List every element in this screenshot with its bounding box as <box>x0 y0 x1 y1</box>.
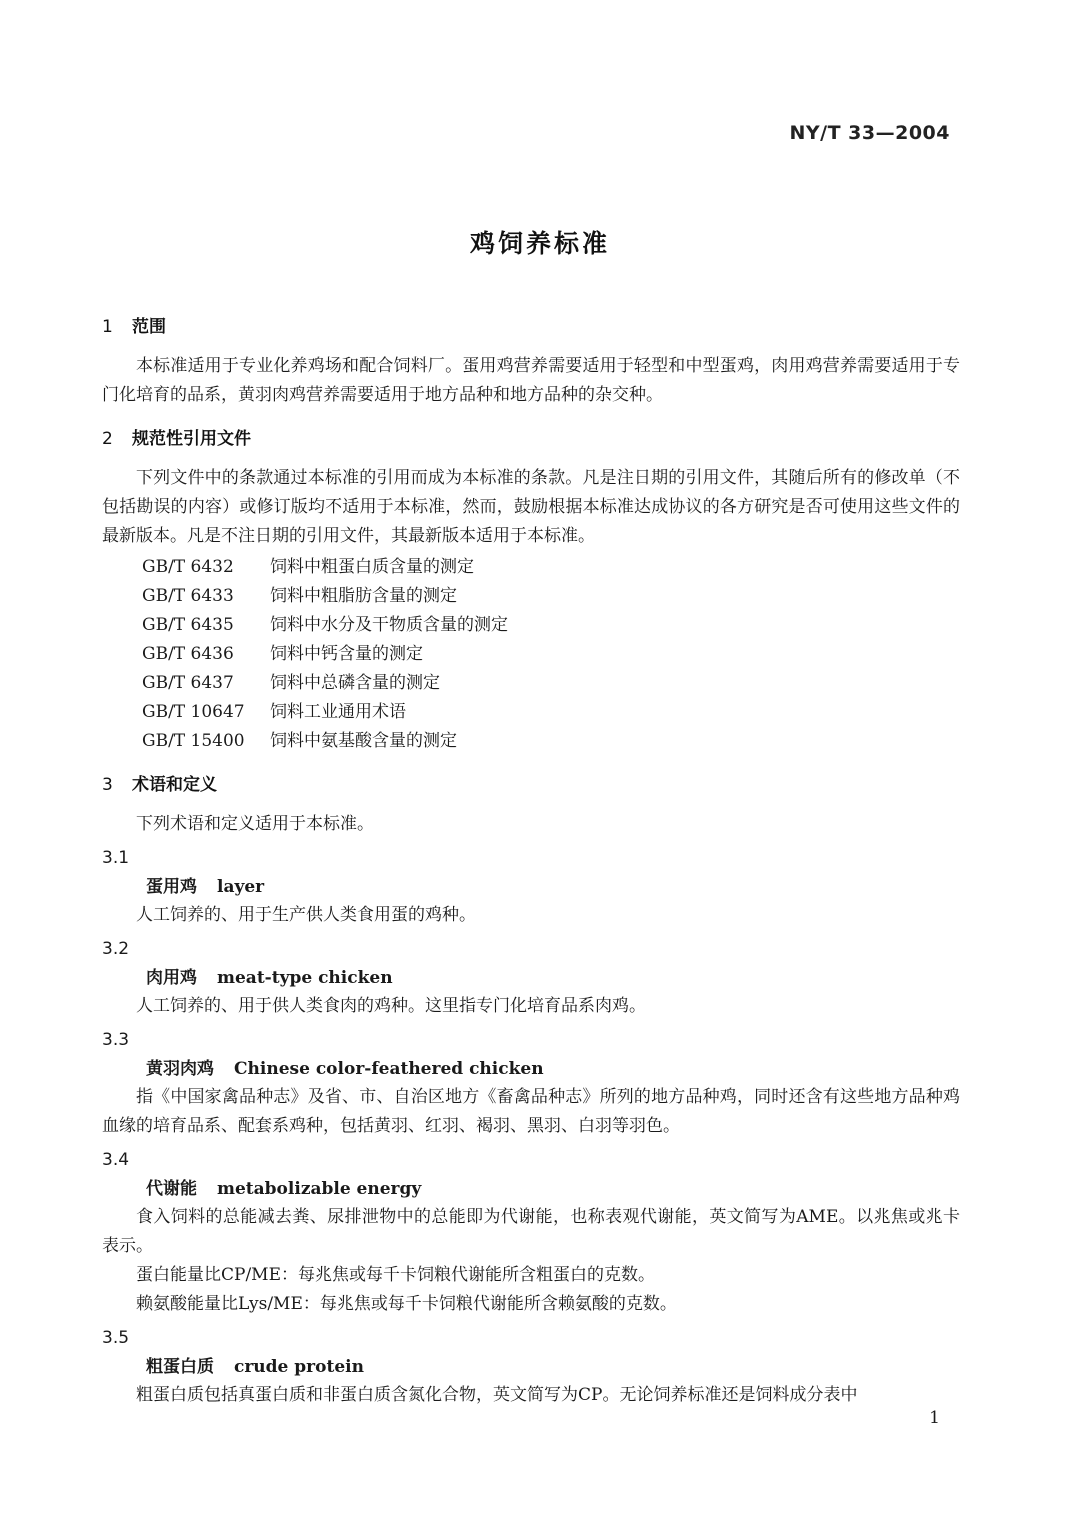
term-definition: 人工饲养的、用于供人类食肉的鸡种。这里指专门化培育品系肉鸡。 <box>136 996 646 1016</box>
term-heading <box>102 1353 960 1381</box>
reference-title: 饲料中氨基酸含量的测定 <box>270 731 457 751</box>
term-zh: 粗蛋白质 <box>146 1357 214 1377</box>
term-heading <box>102 873 960 901</box>
reference-title: 饲料中钙含量的测定 <box>270 644 423 664</box>
term-en: crude protein <box>234 1357 364 1377</box>
reference-item <box>102 640 960 669</box>
reference-title: 饲料中粗脂肪含量的测定 <box>270 586 457 606</box>
reference-code: GB/T 6435 <box>142 615 234 635</box>
term-en: meat-type chicken <box>217 968 393 988</box>
reference-code: GB/T 6432 <box>142 557 234 577</box>
page-number: 1 <box>929 1408 940 1428</box>
term-en: metabolizable energy <box>217 1179 422 1199</box>
reference-list <box>102 553 960 756</box>
document-title: 鸡饲养标准 <box>469 229 610 258</box>
term-definition-lys-me: 赖氨酸能量比Lys/ME：每兆焦或每千卡饲粮代谢能所含赖氨酸的克数。 <box>136 1294 677 1314</box>
term-number: 3.5 <box>102 1328 130 1348</box>
section-title: 规范性引用文件 <box>132 429 251 449</box>
term-definition: 粗蛋白质包括真蛋白质和非蛋白质含氮化合物，英文简写为CP。无论饲养标准还是饲料成分表中 <box>136 1385 858 1405</box>
term-definition: 指《中国家禽品种志》及省、市、自治区地方《畜禽品种志》所列的地方品种鸡，同时还含有这些地方品种鸡血缘的培育品系、配套系鸡种，包括黄羽、红羽、褐羽、黑羽、白羽等羽色。 <box>102 1087 960 1136</box>
reference-item <box>102 582 960 611</box>
section-heading-terms-definitions <box>102 770 960 800</box>
reference-code: GB/T 15400 <box>142 731 245 751</box>
term-definition: 食入饲料的总能减去粪、尿排泄物中的总能即为代谢能，也称表观代谢能，英文简写为AME。以兆焦或兆卡表示。 <box>102 1207 960 1256</box>
references-paragraph: 下列文件中的条款通过本标准的引用而成为本标准的条款。凡是注日期的引用文件，其随后所有的修改单（不包括勘误的内容）或修订版均不适用于本标准，然而，鼓励根据本标准达成协议的各方研究是否可使用这些文件的最新版本。凡是不注日期的引用文件，其最新版本适用于本标准。 <box>102 468 960 546</box>
document-body <box>102 312 960 1410</box>
section-number: 3 <box>102 775 113 795</box>
reference-code: GB/T 6437 <box>142 673 234 693</box>
term-en: layer <box>217 877 265 897</box>
term-heading <box>102 1055 960 1083</box>
scope-paragraph: 本标准适用于专业化养鸡场和配合饲料厂。蛋用鸡营养需要适用于轻型和中型蛋鸡，肉用鸡营养需要适用于专门化培育的品系，黄羽肉鸡营养需要适用于地方品种和地方品种的杂交种。 <box>102 356 960 405</box>
reference-title: 饲料工业通用术语 <box>270 702 406 722</box>
section-number: 1 <box>102 317 113 337</box>
reference-item <box>102 553 960 582</box>
reference-code: GB/T 10647 <box>142 702 245 722</box>
standard-code: NY/T 33—2004 <box>789 122 950 144</box>
reference-item <box>102 611 960 640</box>
term-heading <box>102 964 960 992</box>
section-title: 范围 <box>132 317 166 337</box>
term-zh: 黄羽肉鸡 <box>146 1059 214 1079</box>
section-heading-normative-references <box>102 424 960 454</box>
reference-title: 饲料中粗蛋白质含量的测定 <box>270 557 474 577</box>
reference-code: GB/T 6436 <box>142 644 234 664</box>
reference-title: 饲料中总磷含量的测定 <box>270 673 440 693</box>
term-zh: 肉用鸡 <box>146 968 197 988</box>
term-number: 3.3 <box>102 1030 130 1050</box>
term-number: 3.2 <box>102 939 130 959</box>
term-heading <box>102 1175 960 1203</box>
section-heading-scope <box>102 312 960 342</box>
section-number: 2 <box>102 429 113 449</box>
section-title: 术语和定义 <box>132 775 217 795</box>
term-definition: 人工饲养的、用于生产供人类食用蛋的鸡种。 <box>136 905 476 925</box>
term-number: 3.4 <box>102 1150 130 1170</box>
term-number: 3.1 <box>102 848 130 868</box>
reference-item <box>102 727 960 756</box>
reference-code: GB/T 6433 <box>142 586 234 606</box>
reference-item <box>102 669 960 698</box>
term-zh: 代谢能 <box>146 1179 197 1199</box>
reference-title: 饲料中水分及干物质含量的测定 <box>270 615 508 635</box>
reference-item <box>102 698 960 727</box>
terms-intro-paragraph: 下列术语和定义适用于本标准。 <box>136 814 374 834</box>
term-zh: 蛋用鸡 <box>146 877 197 897</box>
term-en: Chinese color-feathered chicken <box>234 1059 544 1079</box>
term-definition-cp-me: 蛋白能量比CP/ME：每兆焦或每千卡饲粮代谢能所含粗蛋白的克数。 <box>136 1265 655 1285</box>
